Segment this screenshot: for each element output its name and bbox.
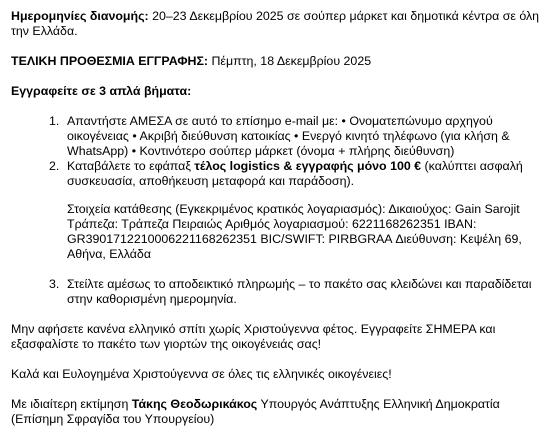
- step-number: 1.: [49, 114, 60, 128]
- signature-paragraph: [11, 397, 547, 427]
- step-number: 3.: [49, 277, 60, 291]
- greeting-paragraph: Καλά και Ευλογημένα Χριστούγεννα σε όλες τις ελληνικές οικογένειες!: [11, 367, 392, 381]
- step-number: 2.: [49, 159, 60, 173]
- deadline-paragraph: [11, 54, 547, 69]
- steps-list: [11, 114, 547, 189]
- deadline-label: ΤΕΛΙΚΗ ΠΡΟΘΕΣΜΙΑ ΕΓΓΡΑΦΗΣ:: [11, 54, 209, 68]
- distribution-dates-text: 20–23 Δεκεμβρίου 2025 σε σούπερ μάρκετ και δημοτικά κέντρα σε όλη την Ελλάδα.: [11, 9, 540, 38]
- signatory-title: Υπουργός Ανάπτυξης Ελληνική Δημοκρατία: [257, 397, 500, 411]
- distribution-dates-label: Ημερομηνίες διανομής:: [11, 9, 149, 23]
- step-text: Στείλτε αμέσως το αποδεικτικό πληρωμής – το πακέτο σας κλειδώνει και παραδίδεται στην καθορισμένη ημερομηνία.: [67, 277, 532, 306]
- step-text-before: Καταβάλετε το εφάπαξ: [67, 159, 195, 173]
- signatory-name: Τάκης Θεοδωρικάκος: [131, 397, 258, 411]
- signature-prefix: Με ιδιαίτερη εκτίμηση: [11, 397, 132, 411]
- steps-list-cont: [11, 277, 547, 307]
- official-seal-note: (Επίσημη Σφραγίδα του Υπουργείου): [11, 412, 215, 426]
- step-text: Απαντήστε ΑΜΕΣΑ σε αυτό το επίσημο e-mail με: • Ονοματεπώνυμο αρχηγού οικογένειας • Ακριβή διεύθυνση κατοικίας • Ενεργό κινητό τηλέφωνο (για κλήση & WhatsApp) • Κοντινότερο σούπερ μάρκετ (όνομα + πλήρης διεύθυνση): [67, 114, 510, 158]
- deadline-text: Πέμπτη, 18 Δεκεμβρίου 2025: [208, 54, 372, 68]
- urgency-paragraph: Μην αφήσετε κανένα ελληνικό σπίτι χωρίς Χριστούγεννα φέτος. Εγγραφείτε ΣΗΜΕΡΑ και εξασφαλίστε το πακέτο των γιορτών της οικογένειάς σας!: [11, 322, 496, 351]
- step-item-2: [11, 159, 547, 189]
- distribution-dates-paragraph: [11, 9, 547, 39]
- step-item-3: [11, 277, 547, 307]
- fee-amount: τέλος logistics & εγγραφής μόνο 100 €: [194, 159, 422, 173]
- step-text-after: (καλύπτει ασφαλή συσκευασία, αποθήκευση μεταφορά και παράδοση).: [67, 159, 523, 188]
- bank-details: Στοιχεία κατάθεσης (Εγκεκριμένος κρατικός λογαριασμός): Δικαιούχος: Gain Sarojit Τράπεζα: Τράπεζα Πειραιώς Αριθμός λογαριασμού: 6221168262351 IBAN: GR3901712210006221168262351 BIC/SWIFT: PIRBGRAA Διεύθυνση: Κεψέλη 69, Αθήνα, Ελλάδα: [67, 202, 522, 261]
- steps-heading: Εγγραφείτε σε 3 απλά βήματα:: [11, 84, 192, 98]
- step-item-1: [11, 114, 547, 159]
